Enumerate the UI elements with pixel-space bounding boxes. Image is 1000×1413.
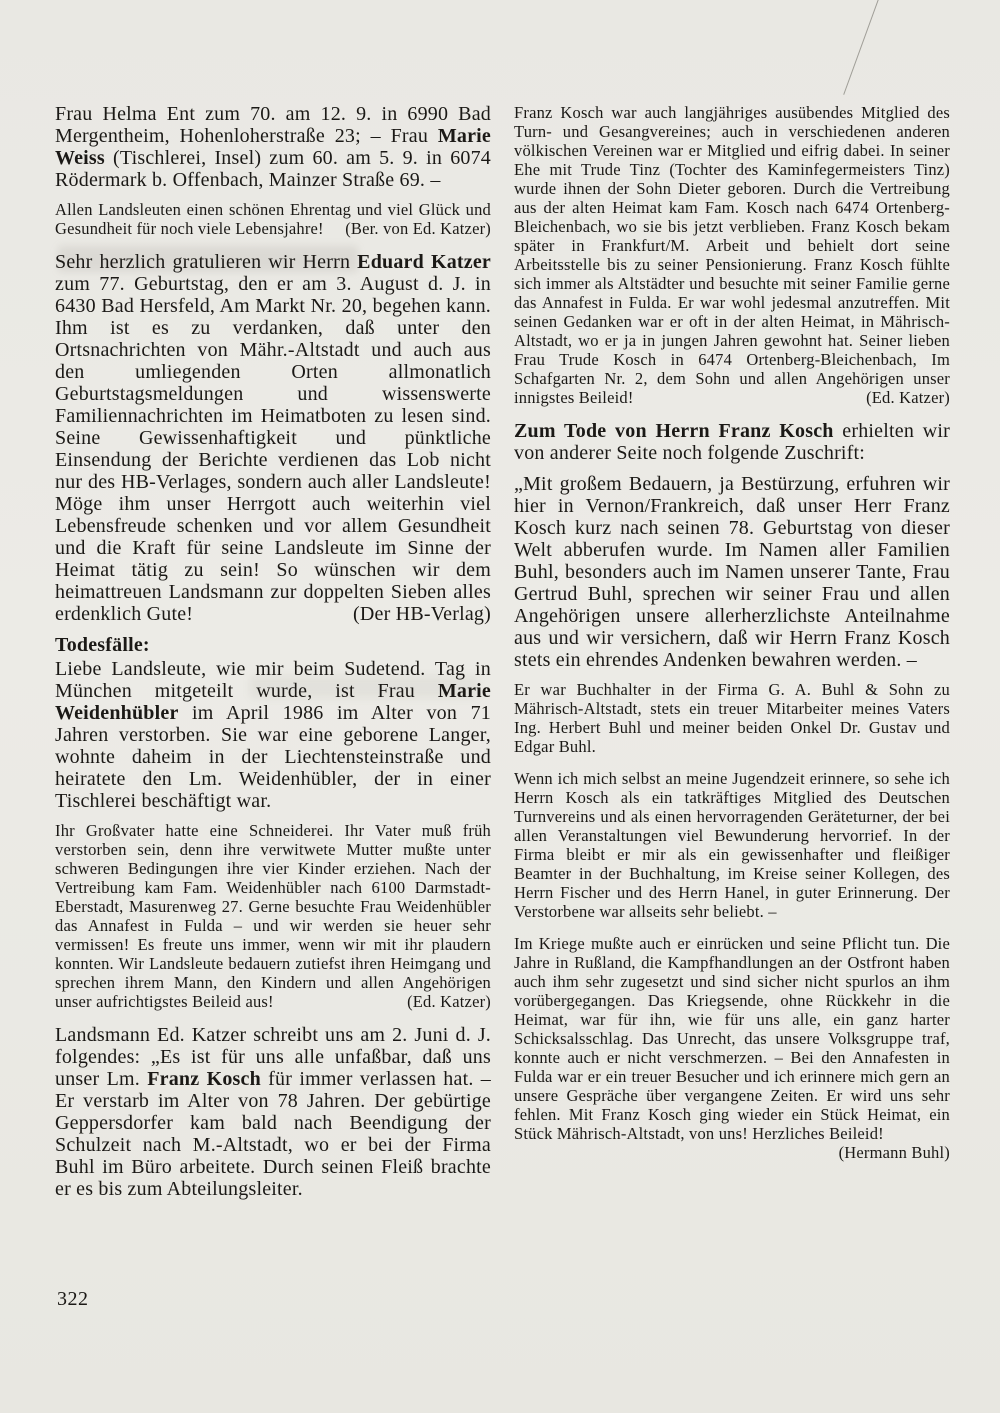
text-run: für immer verlassen hat. – Er verstarb im Alter von 78 Jahren. Der gebürtige Geppersdorfer kam bald nach Beendigung der Schulzeit nach M.-Altstadt, wo er bei der Firma Buhl im Büro arbeitete. Durch seinen Fleiß brachte er es bis zum Abteilungsleiter.: [55, 1068, 491, 1200]
text-run: (Tischlerei, Insel) zum 60. am 5. 9. in 6074 Rödermark b. Offenbach, Mainzer Straße 69. –: [55, 147, 491, 191]
birthday-wishes-note: [55, 200, 491, 238]
text-run: erhielten wir von anderer Seite noch folgende Zuschrift:: [514, 420, 950, 464]
scan-crease-artifact: [843, 0, 882, 95]
weidenhuebler-family-details: [55, 821, 491, 1011]
todesfaelle-heading: [55, 634, 491, 657]
bold-text-run: Franz Kosch: [147, 1068, 261, 1090]
kosch-second-letter-intro: [514, 420, 950, 464]
text-run: Ihr Großvater hatte eine Schneiderei. Ihr Vater muß früh verstorben sein, denn ihre verwitwete Mutter mußte unter schweren Bedingungen ihre vier Kinder erziehen. Nach der Vertreibung kam Fam. Weidenhübler nach 6100 Darmstadt-Eberstadt, Masurenweg 27. Gerne besuchte Frau Weidenhübler das Annafest in Fulda – und wir werden sie heuer sehr vermissen! Es freute uns immer, wenn wir mit ihr plaudern konnten. Wir Landsleute bedauern zutiefst ihren Heimgang und sprechen ihrem Mann, den Kindern und allen Angehörigen unser aufrichtigstes Beileid aus!: [55, 821, 491, 1011]
right-column: [514, 103, 950, 1209]
text-run: im April 1986 im Alter von 71 Jahren verstorben. Sie war eine geborene Langer, wohnte daheim in der Liechtensteinstraße und heiratete den Lm. Weidenhübler, der in einer Tischlerei beschäftigt war.: [55, 702, 491, 812]
text-run: Allen Landsleuten einen schönen Ehrentag und viel Glück und Gesundheit für noch viele Lebensjahre!: [55, 200, 491, 238]
eduard-katzer-birthday-tribute: [55, 251, 491, 625]
text-run: Landsmann Ed. Katzer schreibt uns am 2. Juni d. J. folgendes: „Es ist für uns alle unfaßbar, daß uns unser Lm.: [55, 1024, 491, 1090]
text-run: Liebe Landsleute, wie mir beim Sudetend. Tag in München mitgeteilt wurde, ist Frau: [55, 658, 491, 702]
marie-weidenhuebler-obituary: [55, 658, 491, 812]
bold-text-run: Marie Weiss: [55, 125, 491, 169]
franz-kosch-obituary-intro: [55, 1024, 491, 1200]
text-run: zum 77. Geburtstag, den er am 3. August d. J. in 6430 Bad Hersfeld, Am Markt Nr. 20, begehen kann. Ihm ist es zu verdanken, daß unter den Ortsnachrichten von Mähr.-Altstadt und auch aus den umliegenden Orten allmonatlich Geburtstagsmeldungen und wissenswerte Familiennachrichten im Heimatboten zu lesen sind. Seine Gewissenhaftigkeit und pünktliche Einsendung der Berichte verdienen das Lob nicht nur des HB-Verlages, sondern auch aller Landsleute! Möge ihm unser Herrgott auch weiterhin viel Lebensfreude schenken und vor allem Gesundheit und die Kraft für seine Landsleute im Sinne der Heimat tätig zu sein! So wünschen wir dem heimattreuen Landsmann zur doppelten Sieben alles erdenklich Gute!: [55, 273, 491, 625]
buhl-letter-memories: [514, 769, 950, 921]
author-signature: (Ed. Katzer): [866, 388, 950, 407]
author-signature: (Ed. Katzer): [407, 992, 491, 1011]
author-signature: (Hermann Buhl): [838, 1143, 950, 1162]
bold-text-run: Marie Weidenhübler: [55, 680, 491, 724]
bold-text-run: Zum Tode von Herrn Franz Kosch: [514, 420, 834, 442]
text-run: Er war Buchhalter in der Firma G. A. Buhl & Sohn zu Mährisch-Altstadt, stets ein treuer Mitarbeiter meines Vaters Ing. Herbert Buhl und meiner beiden Onkel Dr. Gustav und Edgar Buhl.: [514, 680, 950, 756]
text-run: „Mit großem Bedauern, ja Bestürzung, erfuhren wir hier in Vernon/Frankreich, daß unser Herr Franz Kosch kurz nach seinen 78. Geburtstag von dieser Welt abberufen wurde. Im Namen aller Familien Buhl, besonders auch im Namen unserer Tante, Frau Gertrud Buhl, sprechen wir seiner Frau und allen Angehörigen unsere allerherzlichste Anteilnahme aus und wir versichern, daß wir Herrn Franz Kosch stets ein ehrendes Andenken bewahren werden. –: [514, 473, 950, 671]
text-run: Frau Helma Ent zum 70. am 12. 9. in 6990 Bad Mergentheim, Hohenloherstraße 23; – Frau: [55, 103, 491, 147]
birthday-notice-helma-ent-marie-weiss: [55, 103, 491, 191]
two-column-text-area: [55, 103, 951, 1209]
left-column: [55, 103, 491, 1209]
bold-text-run: Todesfälle:: [55, 634, 150, 656]
author-signature: (Ber. von Ed. Katzer): [345, 219, 491, 238]
buhl-letter-buchhalter-note: [514, 680, 950, 756]
page-number: 322: [57, 1288, 89, 1310]
buhl-condolence-opening: [514, 473, 950, 671]
text-run: Wenn ich mich selbst an meine Jugendzeit erinnere, so sehe ich Herrn Kosch als ein tatkräftiges Mitglied des Deutschen Turnvereins und als einen hervorragenden Geräteturner, der bei allen Veranstaltungen viel Bewunderung hervorrief. In der Firma bleibt er mir als ein gewissenhafter und fleißiger Beamter in der Buchhaltung, im Kreise seiner Kollegen, des Herrn Fischer und des Herrn Hanel, in guter Erinnerung. Der Verstorbene war allseits sehr beliebt. –: [514, 769, 950, 921]
author-signature: (Der HB-Verlag): [353, 603, 491, 625]
bold-text-run: Eduard Katzer: [357, 251, 491, 273]
franz-kosch-life-details: [514, 103, 950, 407]
text-run: Franz Kosch war auch langjähriges ausübendes Mitglied des Turn- und Gesangvereines; auch in verschiedenen anderen völkischen Vereinen war er Mitglied und eifrig dabei. In seiner Ehe mit Trude Tinz (Tochter des Kaminfegermeisters Tinz) wurde ihnen der Sohn Dieter geboren. Durch die Vertreibung aus der alten Heimat kam Fam. Kosch nach 6474 Ortenberg-Bleichenbach, wo sie bis jetzt verblieben. Franz Kosch bekam später in Frankfurt/M. Arbeit und behielt dort seine Arbeitsstelle bis zu seiner Pensionierung. Franz Kosch fühlte sich immer als Altstädter und besuchte mit seiner Familie gerne das Annafest in Fulda. Er war wohl jedesmal anzutreffen. Mit seinen Gedanken war er oft in der alten Heimat, in Mährisch-Altstadt, wo er ja in jungen Jahren gewohnt hat. Seiner lieben Frau Trude Kosch in 6474 Ortenberg-Bleichenbach, Im Schafgarten Nr. 2, dem Sohn und allen Angehörigen unser innigstes Beileid!: [514, 103, 950, 407]
buhl-letter-war-and-farewell: [514, 934, 950, 1162]
text-run: Sehr herzlich gratulieren wir Herrn: [55, 251, 358, 273]
text-run: Im Kriege mußte auch er einrücken und seine Pflicht tun. Die Jahre in Rußland, die Kampfhandlungen an der Ostfront haben auch ihm sehr zugesetzt und sind sicher nicht spurlos an ihm vorübergegangen. Das Kriegsende, ohne Rückkehr in die Heimat, war für ihn, wie für uns alle, ein ganz harter Schicksalsschlag. Das Unrecht, das unsere Volksgruppe traf, konnte auch er nicht verschmerzen. – Bei den Annafesten in Fulda war er ein treuer Besucher und ich erinnere mich gern an unsere Gespräche über vergangene Zeiten. Er wird uns sehr fehlen. Mit Franz Kosch ging wieder ein Stück Heimat, ein Stück Mährisch-Altstadt, von uns! Herzliches Beileid!: [514, 934, 950, 1143]
